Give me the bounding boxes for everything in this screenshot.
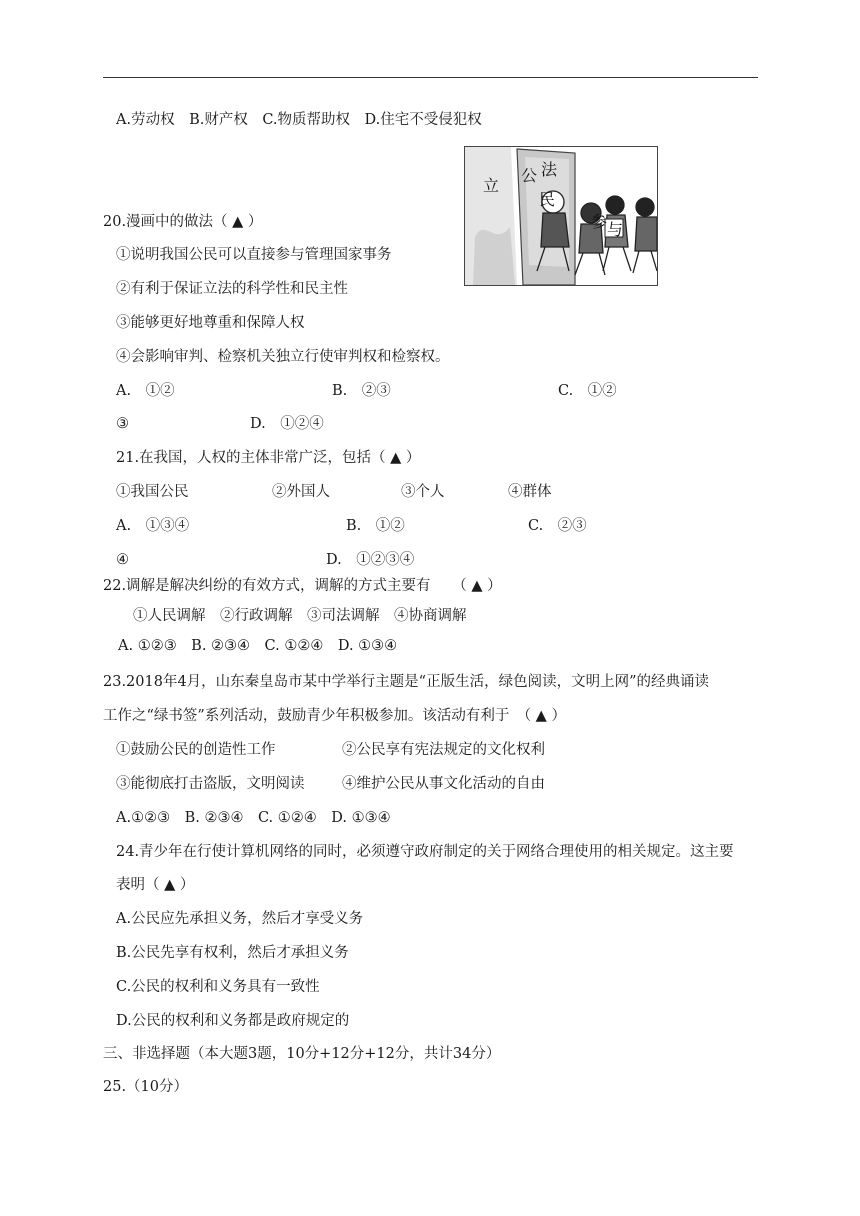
q20-option-b: B. ②③: [332, 383, 391, 399]
figure-body-4: [635, 217, 657, 251]
q20-statement-4: ④会影响审判、检察机关独立行使审判权和检察权。: [116, 349, 450, 365]
figure-head-4: [636, 198, 654, 216]
q22-statements: ①人民调解 ②行政调解 ③司法调解 ④协商调解: [133, 608, 467, 624]
q20-option-d: D. ①②④: [250, 416, 324, 432]
q23-stem-line-1: 23.2018年4月，山东秦皇岛市某中学举行主题是“正版生活，绿色阅读，文明上网”的经典诵读: [103, 674, 710, 690]
q20-statement-1: ①说明我国公民可以直接参与管理国家事务: [116, 247, 392, 263]
q24-stem-line-2: 表明（ ▲ ）: [116, 877, 195, 893]
header-rule: [103, 77, 758, 78]
q20-stem: 20.漫画中的做法（ ▲ ）: [103, 214, 263, 230]
q23-statement-4: ④维护公民从事文化活动的自由: [342, 776, 545, 792]
q21-stem: 21.在我国，人权的主体非常广泛，包括（ ▲ ）: [116, 450, 421, 466]
q23-statement-3: ③能彻底打击盗版，文明阅读: [116, 776, 305, 792]
q21-option-b: B. ①②: [346, 518, 405, 534]
figure-legs-2: [575, 253, 605, 275]
q24-option-a: A.公民应先承担义务，然后才享受义务: [116, 911, 364, 927]
q21-option-d: D. ①②③④: [326, 552, 415, 568]
figure-body-1: [541, 213, 569, 247]
cartoon-char-4: 民: [539, 190, 556, 209]
cartoon-illustration: [464, 146, 658, 286]
q21-option-a: A. ①③④: [116, 518, 190, 534]
q21-option-c-cont: ④: [116, 552, 129, 568]
q22-options: A. ①②③ B. ②③④ C. ①②④ D. ①③④: [118, 638, 398, 654]
q23-options: A.①②③ B. ②③④ C. ①②④ D. ①③④: [116, 810, 391, 826]
q20-option-c: C. ①②: [558, 383, 617, 399]
cartoon-char-2: 公: [521, 166, 538, 185]
q20-statement-3: ③能够更好地尊重和保障人权: [116, 315, 305, 331]
q24-stem-line-1: 24.青少年在行使计算机网络的同时，必须遵守政府制定的关于网络合理使用的相关规定。这主要: [116, 844, 734, 860]
q20-option-a: A. ①②: [116, 383, 175, 399]
cartoon-char-3: 法: [541, 160, 558, 179]
q24-option-d: D.公民的权利和义务都是政府规定的: [116, 1013, 350, 1029]
q20-statement-2: ②有利于保证立法的科学性和民主性: [116, 281, 348, 297]
q23-stem-line-2: 工作之“绿书签”系列活动，鼓励青少年积极参加。该活动有利于 （ ▲ ）: [103, 708, 566, 724]
cartoon-shadow: [473, 227, 515, 285]
q24-option-c: C.公民的权利和义务具有一致性: [116, 979, 320, 995]
q21-statement-4: ④群体: [508, 484, 552, 500]
cartoon-drawing: [465, 147, 657, 285]
cartoon-char-5: 参: [591, 212, 608, 231]
figure-legs-4: [633, 251, 657, 273]
q23-statement-1: ①鼓励公民的创造性工作: [116, 742, 276, 758]
q21-option-c: C. ②③: [528, 518, 587, 534]
q25-heading: 25.（10分）: [103, 1079, 189, 1095]
cartoon-char-6: 与: [607, 220, 624, 239]
q19-options: A.劳动权 B.财产权 C.物质帮助权 D.住宅不受侵犯权: [116, 112, 482, 128]
figure-legs-3: [603, 247, 631, 271]
q21-statement-2: ②外国人: [272, 484, 330, 500]
figure-head-3: [606, 196, 624, 214]
q22-stem: 22.调解是解决纠纷的有效方式，调解的方式主要有 （ ▲ ）: [103, 578, 502, 594]
cartoon-char-1: 立: [483, 176, 500, 195]
q23-statement-2: ②公民享有宪法规定的文化权利: [342, 742, 545, 758]
q24-option-b: B.公民先享有权利，然后才承担义务: [116, 945, 349, 961]
q20-option-c-cont: ③: [116, 416, 129, 432]
q21-statement-1: ①我国公民: [116, 484, 189, 500]
q21-statement-3: ③个人: [401, 484, 445, 500]
section-3-heading: 三、非选择题（本大题3题，10分+12分+12分，共计34分）: [103, 1046, 501, 1062]
